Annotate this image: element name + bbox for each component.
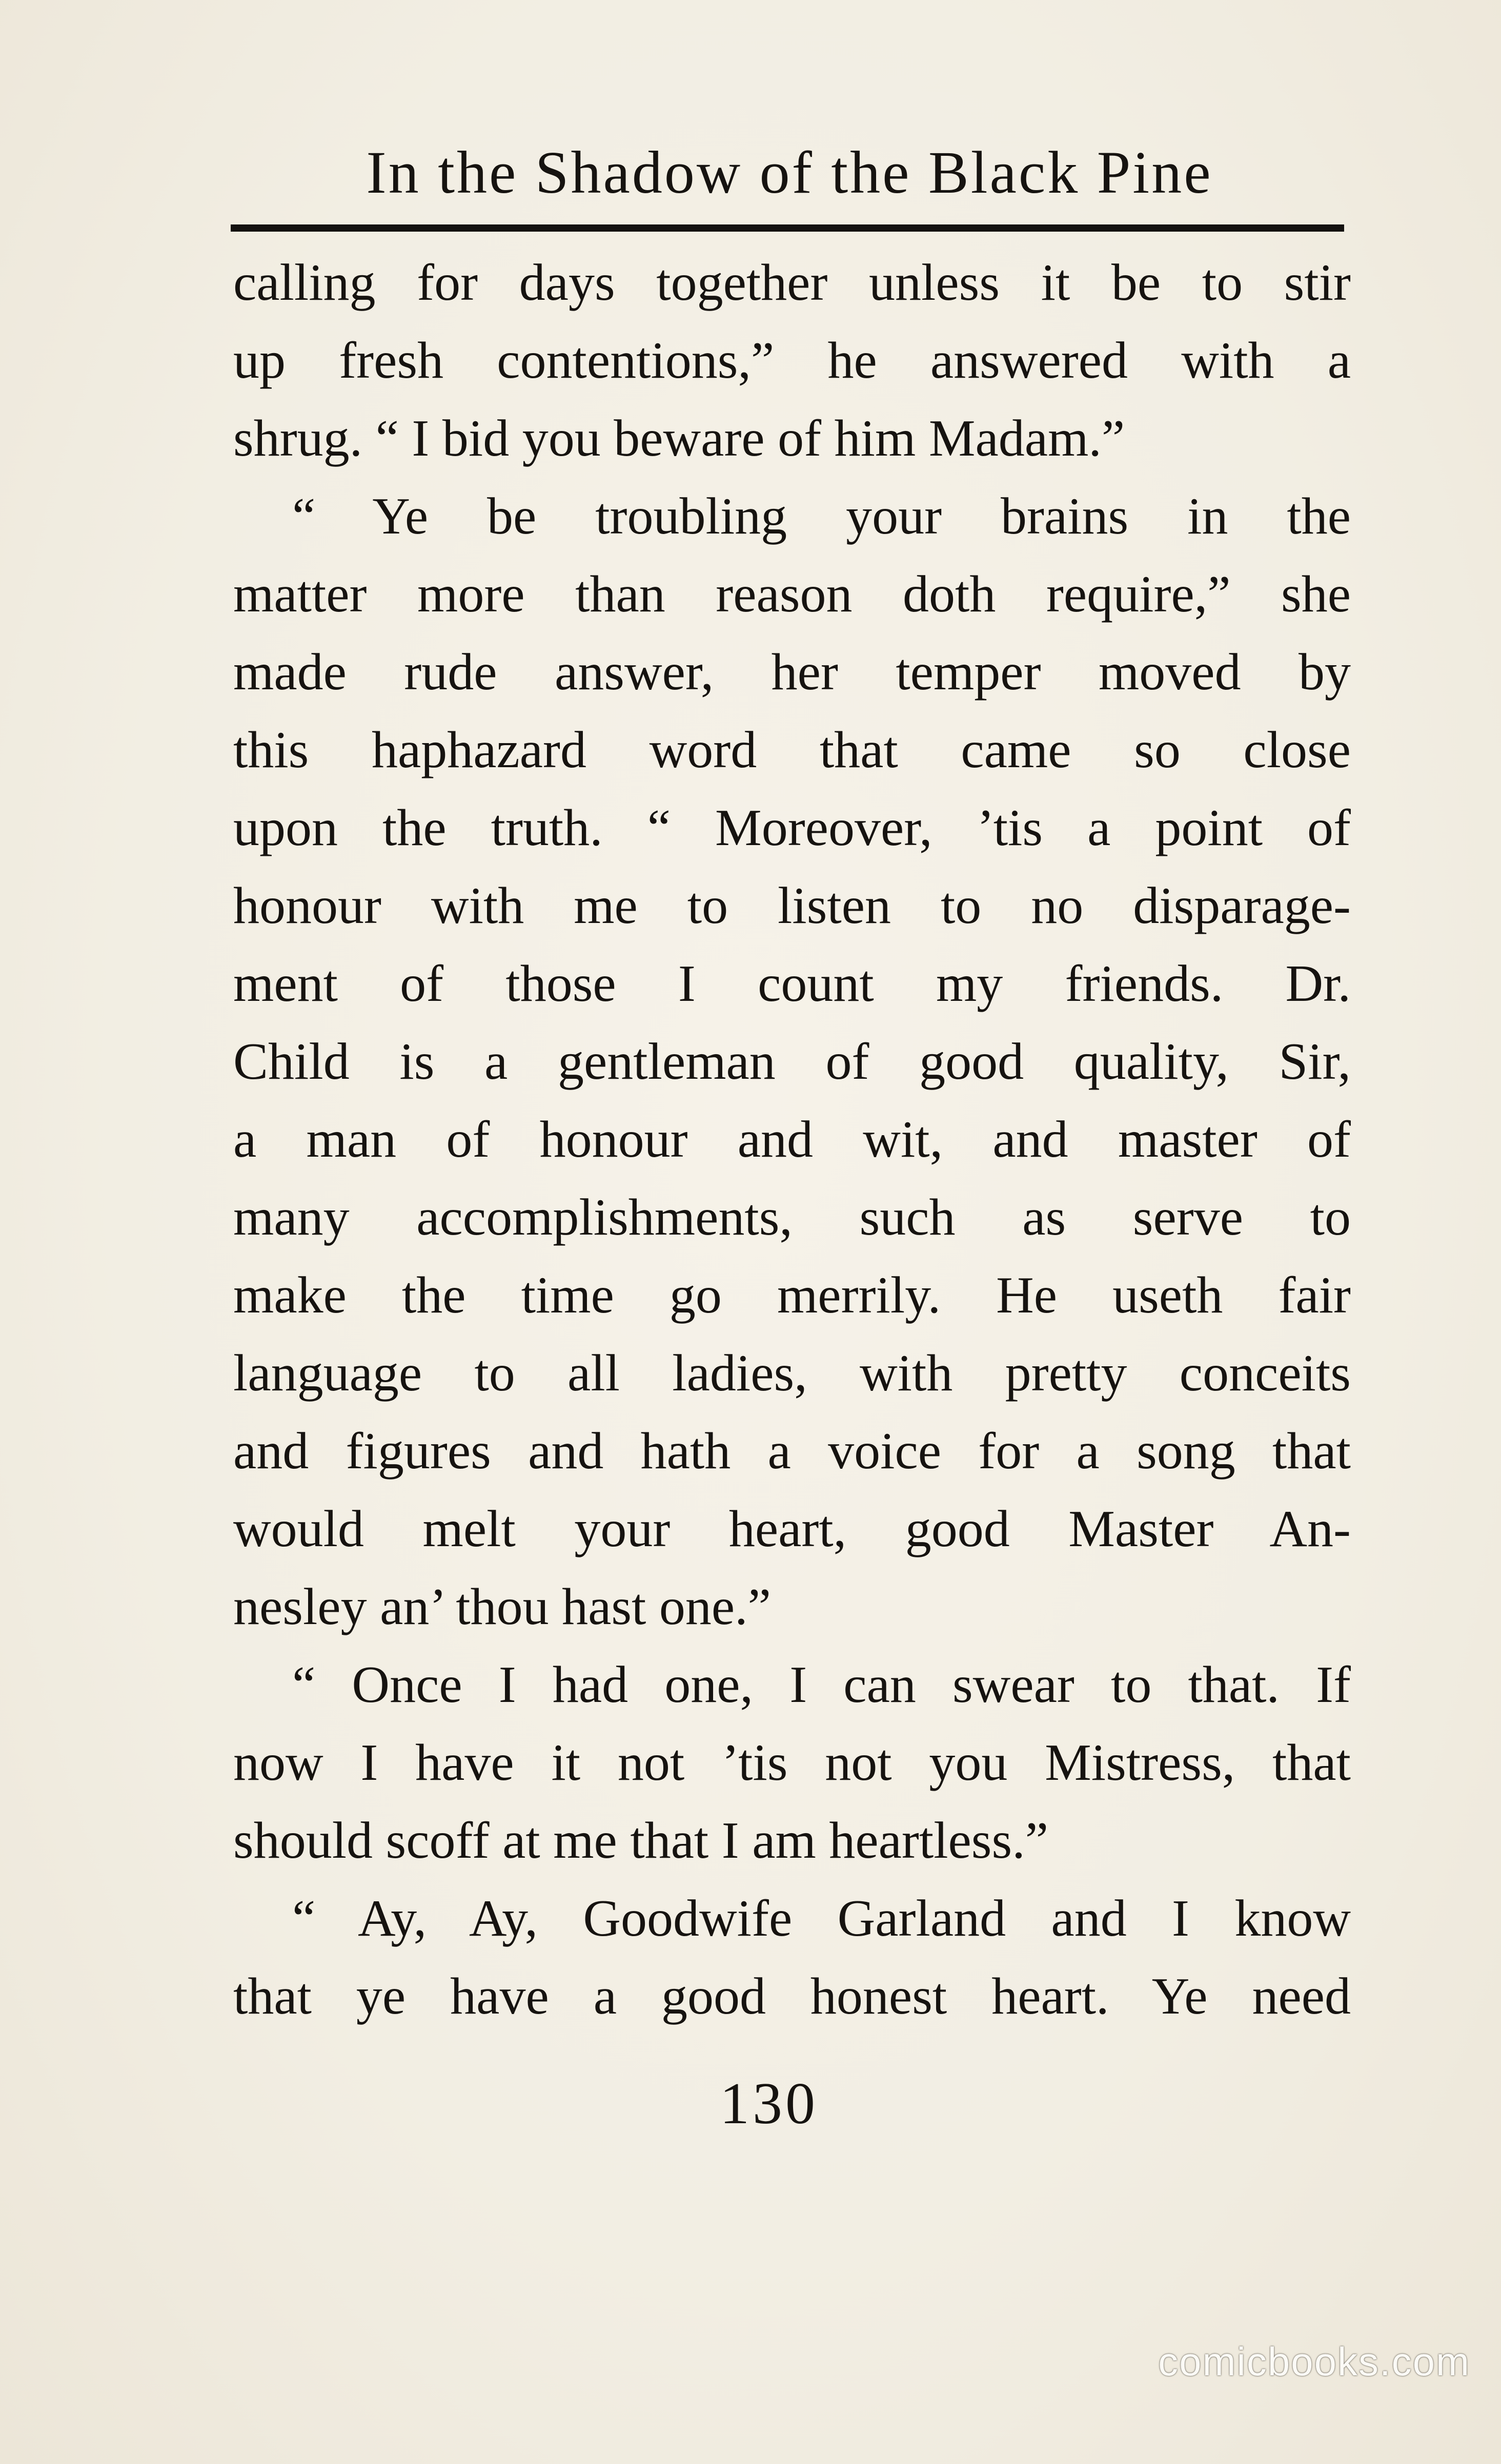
text-line: many accomplishments, such as serve to bbox=[233, 1188, 1351, 1246]
text-line: make the time go merrily. He useth fair bbox=[233, 1266, 1351, 1324]
text-line: honour with me to listen to no disparage- bbox=[233, 877, 1351, 935]
text-line: shrug. “ I bid you beware of him Madam.” bbox=[233, 409, 1125, 467]
text-line: and figures and hath a voice for a song that bbox=[233, 1422, 1351, 1480]
text-line: language to all ladies, with pretty conceits bbox=[233, 1344, 1351, 1402]
text-line: a man of honour and wit, and master of bbox=[233, 1111, 1351, 1168]
header-rule bbox=[231, 224, 1344, 232]
watermark: comicbooks.com bbox=[1158, 2339, 1470, 2384]
text-line: now I have it not ’tis not you Mistress, that bbox=[233, 1734, 1351, 1792]
text-line: calling for days together unless it be to stir bbox=[233, 254, 1351, 312]
text-line: should scoff at me that I am heartless.” bbox=[233, 1812, 1048, 1870]
text-line: Child is a gentleman of good quality, Sir, bbox=[233, 1033, 1351, 1091]
text-line: “ Ye be troubling your brains in the bbox=[292, 487, 1351, 545]
text-line: matter more than reason doth require,” she bbox=[233, 565, 1351, 623]
running-head: In the Shadow of the Black Pine bbox=[366, 139, 1213, 206]
text-line: this haphazard word that came so close bbox=[233, 721, 1351, 779]
text-line: upon the truth. “ Moreover, ’tis a point of bbox=[233, 799, 1351, 857]
body-text bbox=[233, 244, 1351, 2036]
text-line: made rude answer, her temper moved by bbox=[233, 643, 1351, 701]
text-line: “ Ay, Ay, Goodwife Garland and I know bbox=[292, 1890, 1351, 1947]
text-line: ment of those I count my friends. Dr. bbox=[233, 955, 1351, 1013]
text-line: up fresh contentions,” he answered with a bbox=[233, 332, 1351, 389]
text-line: would melt your heart, good Master An- bbox=[233, 1500, 1351, 1558]
text-line: “ Once I had one, I can swear to that. If bbox=[292, 1656, 1351, 1714]
page-number: 130 bbox=[720, 2071, 818, 2137]
text-line: nesley an’ thou hast one.” bbox=[233, 1578, 771, 1636]
text-line: that ye have a good honest heart. Ye need bbox=[233, 1967, 1351, 2025]
